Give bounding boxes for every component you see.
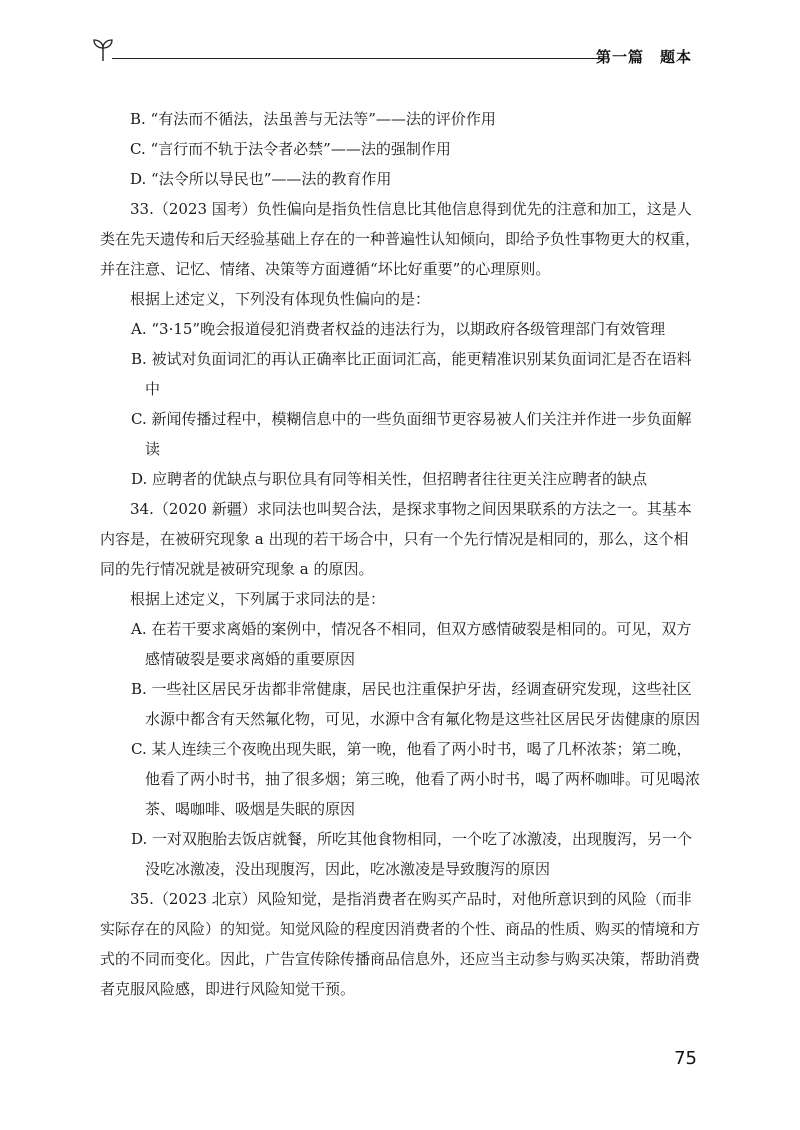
option-c-previous: C. “言行而不轨于法令者必禁”——法的强制作用 [130, 140, 451, 158]
question-34-option-d: D. 一对双胞胎去饭店就餐，所吃其他食物相同，一个吃了冰激凌，出现腹泻，另一个没吃冰激凌，没出现腹泻，因此，吃冰激凌是导致腹泻的原因 [131, 830, 693, 878]
question-33-stem: 33.（2023 国考）负性偏向是指负性信息比其他信息得到优先的注意和加工，这是人类在先天遗传和后天经验基础上存在的一种普遍性认知倾向，即给予负性事物更大的权重，并在注意、记忆、情绪、决策等方面遵循“坏比好重要”的心理原则。 [100, 200, 701, 278]
option-b-previous: B. “有法而不循法，法虽善与无法等”——法的评价作用 [130, 110, 496, 128]
page-number: 75 [674, 1048, 697, 1069]
page-body [100, 104, 700, 1004]
option-d-previous: D. “法令所以导民也”——法的教育作用 [130, 170, 392, 188]
question-33-option-d: D. 应聘者的优缺点与职位具有同等相关性，但招聘者往往更关注应聘者的缺点 [131, 470, 648, 488]
question-34-option-b: B. 一些社区居民牙齿都非常健康，居民也注重保护牙齿，经调查研究发现，这些社区水源中都含有天然氟化物，可见，水源中含有氟化物是这些社区居民牙齿健康的原因 [131, 680, 701, 728]
question-33-option-a: A. “3·15”晚会报道侵犯消费者权益的违法行为，以期政府各级管理部门有效管理 [131, 320, 666, 338]
question-33-option-c: C. 新闻传播过程中，模糊信息中的一些负面细节更容易被人们关注并作进一步负面解读 [131, 410, 692, 458]
question-34-option-a: A. 在若干要求离婚的案例中，情况各不相同，但双方感情破裂是相同的。可见，双方感情破裂是要求离婚的重要原因 [131, 620, 692, 668]
question-34-prompt: 根据上述定义，下列属于求同法的是： [130, 590, 386, 608]
question-34-option-c: C. 某人连续三个夜晚出现失眠，第一晚，他看了两小时书，喝了几杯浓茶；第二晚，他看了两小时书，抽了很多烟；第三晚，他看了两小时书，喝了两杯咖啡。可见喝浓茶、喝咖啡、吸烟是失眠的原因 [131, 740, 701, 818]
section-title: 第一篇 题本 [595, 48, 692, 66]
question-34-stem: 34.（2020 新疆）求同法也叫契合法，是探求事物之间因果联系的方法之一。其基本内容是，在被研究现象 a 出现的若干场合中，只有一个先行情况是相同的，那么，这个相同的先行情况就是被研究现象 a 的原因。 [100, 500, 692, 578]
question-33-prompt: 根据上述定义，下列没有体现负性偏向的是： [130, 290, 431, 308]
question-35-stem: 35.（2023 北京）风险知觉，是指消费者在购买产品时，对他所意识到的风险（而非实际存在的风险）的知觉。知觉风险的程度因消费者的个性、商品的性质、购买的情境和方式的不同而变化。因此，广告宣传除传播商品信息外，还应当主动参与购买决策，帮助消费者克服风险感，即进行风险知觉干预。 [100, 890, 701, 998]
header-rule [112, 58, 604, 59]
sprout-icon [92, 38, 114, 62]
running-header [92, 38, 692, 68]
question-33-option-b: B. 被试对负面词汇的再认正确率比正面词汇高，能更精准识别某负面词汇是否在语料中 [131, 350, 692, 398]
